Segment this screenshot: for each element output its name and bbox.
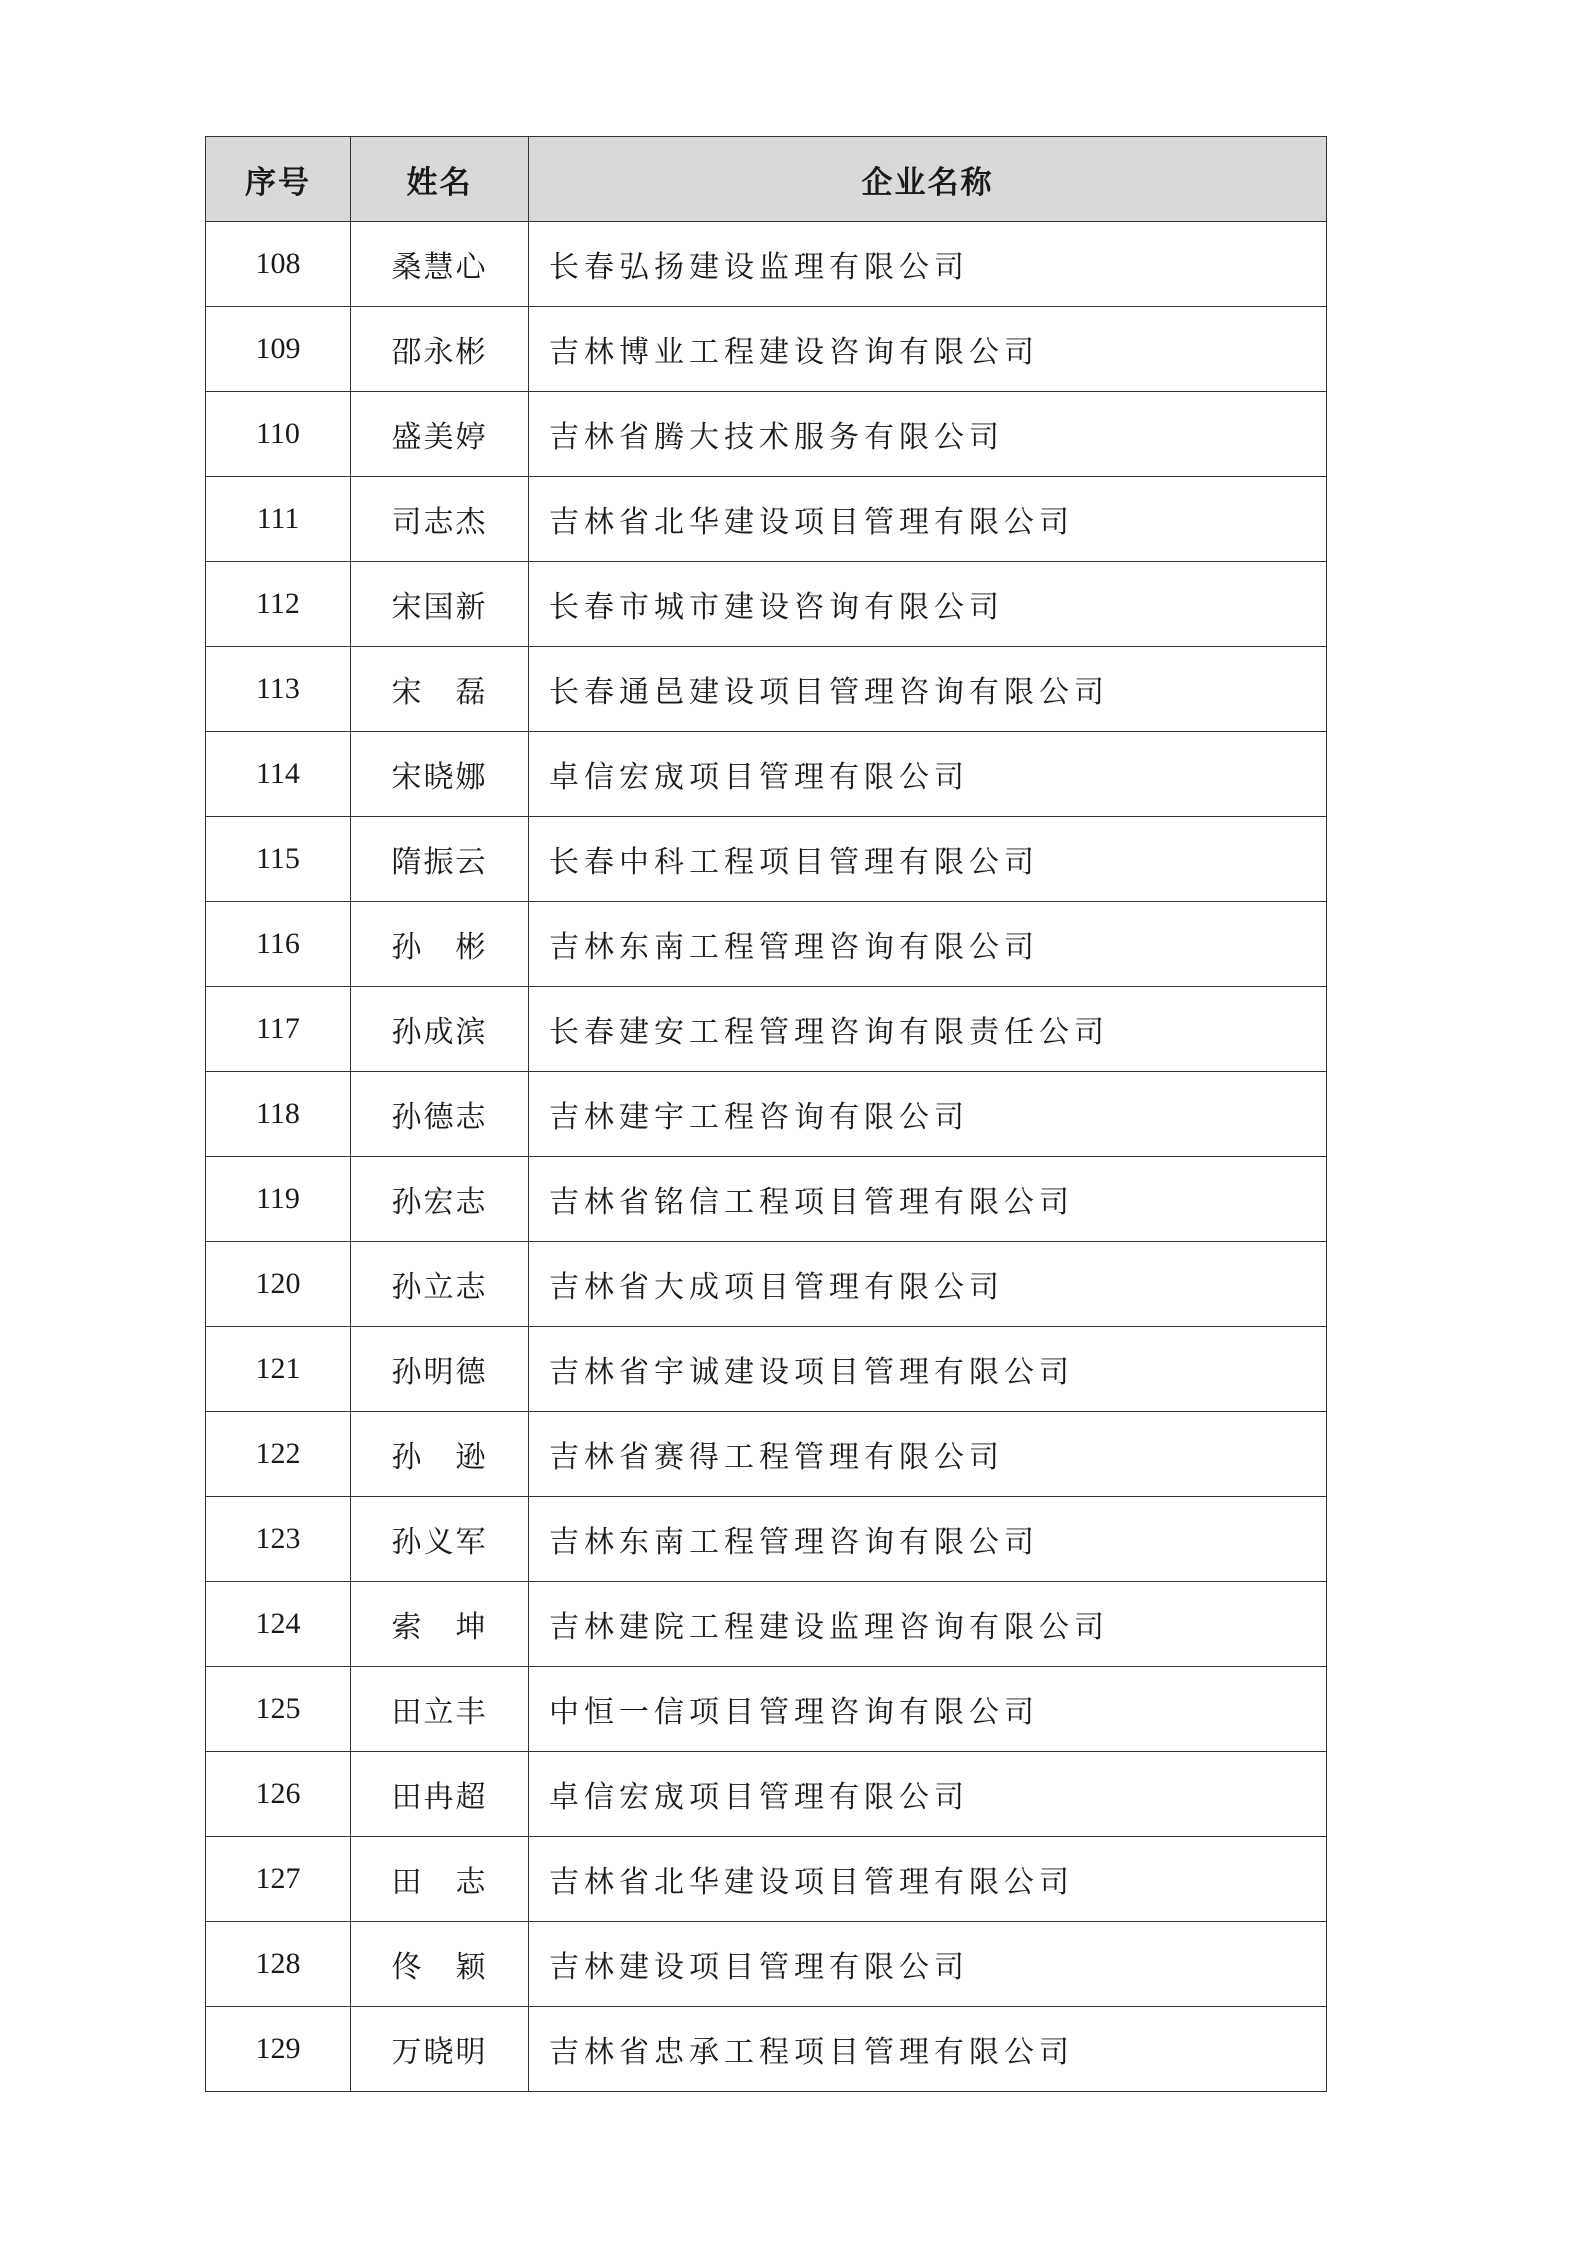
company-name-cell: 吉林省北华建设项目管理有限公司 — [529, 477, 1327, 562]
serial-number-cell: 128 — [206, 1922, 351, 2007]
serial-number-cell: 120 — [206, 1242, 351, 1327]
serial-number-cell: 110 — [206, 392, 351, 477]
serial-number-cell: 118 — [206, 1072, 351, 1157]
company-name-cell: 吉林建设项目管理有限公司 — [529, 1922, 1327, 2007]
serial-number-cell: 124 — [206, 1582, 351, 1667]
serial-number-cell: 114 — [206, 732, 351, 817]
person-name-cell: 孙立志 — [351, 1242, 529, 1327]
company-name-cell: 吉林省铭信工程项目管理有限公司 — [529, 1157, 1327, 1242]
table-row — [206, 902, 1327, 987]
company-name-cell: 吉林建院工程建设监理咨询有限公司 — [529, 1582, 1327, 1667]
table-row — [206, 647, 1327, 732]
serial-number-cell: 117 — [206, 987, 351, 1072]
table-header — [206, 137, 1327, 222]
serial-number-cell: 123 — [206, 1497, 351, 1582]
person-name-cell: 田立丰 — [351, 1667, 529, 1752]
table-row — [206, 1752, 1327, 1837]
person-name-cell: 孙 逊 — [351, 1412, 529, 1497]
header-company-name: 企业名称 — [529, 137, 1327, 222]
person-name-cell: 孙明德 — [351, 1327, 529, 1412]
person-name-cell: 田 志 — [351, 1837, 529, 1922]
serial-number-cell: 115 — [206, 817, 351, 902]
person-name-cell: 宋晓娜 — [351, 732, 529, 817]
serial-number-cell: 125 — [206, 1667, 351, 1752]
person-name-cell: 司志杰 — [351, 477, 529, 562]
table-row — [206, 222, 1327, 307]
company-name-cell: 吉林省北华建设项目管理有限公司 — [529, 1837, 1327, 1922]
serial-number-cell: 129 — [206, 2007, 351, 2092]
person-name-cell: 万晓明 — [351, 2007, 529, 2092]
person-name-cell: 孙宏志 — [351, 1157, 529, 1242]
table-row — [206, 1497, 1327, 1582]
serial-number-cell: 121 — [206, 1327, 351, 1412]
table-row — [206, 1327, 1327, 1412]
serial-number-cell: 109 — [206, 307, 351, 392]
table-row — [206, 477, 1327, 562]
serial-number-cell: 119 — [206, 1157, 351, 1242]
company-name-cell: 吉林省大成项目管理有限公司 — [529, 1242, 1327, 1327]
person-name-cell: 孙义军 — [351, 1497, 529, 1582]
company-name-cell: 长春弘扬建设监理有限公司 — [529, 222, 1327, 307]
serial-number-cell: 112 — [206, 562, 351, 647]
person-name-cell: 宋 磊 — [351, 647, 529, 732]
person-name-cell: 盛美婷 — [351, 392, 529, 477]
table-row — [206, 1412, 1327, 1497]
person-name-cell: 桑慧心 — [351, 222, 529, 307]
serial-number-cell: 113 — [206, 647, 351, 732]
company-name-cell: 吉林省赛得工程管理有限公司 — [529, 1412, 1327, 1497]
roster-table — [205, 136, 1327, 2092]
serial-number-cell: 127 — [206, 1837, 351, 1922]
person-name-cell: 宋国新 — [351, 562, 529, 647]
serial-number-cell: 116 — [206, 902, 351, 987]
company-name-cell: 长春通邑建设项目管理咨询有限公司 — [529, 647, 1327, 732]
serial-number-cell: 111 — [206, 477, 351, 562]
person-name-cell: 邵永彬 — [351, 307, 529, 392]
person-name-cell: 孙成滨 — [351, 987, 529, 1072]
header-name: 姓名 — [351, 137, 529, 222]
company-name-cell: 长春建安工程管理咨询有限责任公司 — [529, 987, 1327, 1072]
company-name-cell: 吉林省宇诚建设项目管理有限公司 — [529, 1327, 1327, 1412]
table-row — [206, 1922, 1327, 2007]
table-row — [206, 2007, 1327, 2092]
table-row — [206, 1157, 1327, 1242]
serial-number-cell: 122 — [206, 1412, 351, 1497]
table-row — [206, 1242, 1327, 1327]
table-body — [206, 222, 1327, 2092]
company-name-cell: 吉林博业工程建设咨询有限公司 — [529, 307, 1327, 392]
company-name-cell: 吉林省忠承工程项目管理有限公司 — [529, 2007, 1327, 2092]
company-name-cell: 吉林东南工程管理咨询有限公司 — [529, 902, 1327, 987]
table-row — [206, 817, 1327, 902]
table-row — [206, 1667, 1327, 1752]
table-row — [206, 1582, 1327, 1667]
table-row — [206, 1837, 1327, 1922]
company-name-cell: 长春市城市建设咨询有限公司 — [529, 562, 1327, 647]
serial-number-cell: 108 — [206, 222, 351, 307]
person-name-cell: 佟 颖 — [351, 1922, 529, 2007]
company-name-cell: 长春中科工程项目管理有限公司 — [529, 817, 1327, 902]
company-name-cell: 中恒一信项目管理咨询有限公司 — [529, 1667, 1327, 1752]
table-row — [206, 732, 1327, 817]
person-name-cell: 隋振云 — [351, 817, 529, 902]
table-row — [206, 392, 1327, 477]
company-name-cell: 吉林建宇工程咨询有限公司 — [529, 1072, 1327, 1157]
header-serial-number: 序号 — [206, 137, 351, 222]
table-row — [206, 987, 1327, 1072]
person-name-cell: 孙德志 — [351, 1072, 529, 1157]
person-name-cell: 田冉超 — [351, 1752, 529, 1837]
table-row — [206, 562, 1327, 647]
person-name-cell: 孙 彬 — [351, 902, 529, 987]
company-name-cell: 吉林东南工程管理咨询有限公司 — [529, 1497, 1327, 1582]
company-name-cell: 卓信宏宬项目管理有限公司 — [529, 732, 1327, 817]
company-name-cell: 卓信宏宬项目管理有限公司 — [529, 1752, 1327, 1837]
header-row — [206, 137, 1327, 222]
table-row — [206, 307, 1327, 392]
table-row — [206, 1072, 1327, 1157]
person-name-cell: 索 坤 — [351, 1582, 529, 1667]
serial-number-cell: 126 — [206, 1752, 351, 1837]
company-name-cell: 吉林省腾大技术服务有限公司 — [529, 392, 1327, 477]
